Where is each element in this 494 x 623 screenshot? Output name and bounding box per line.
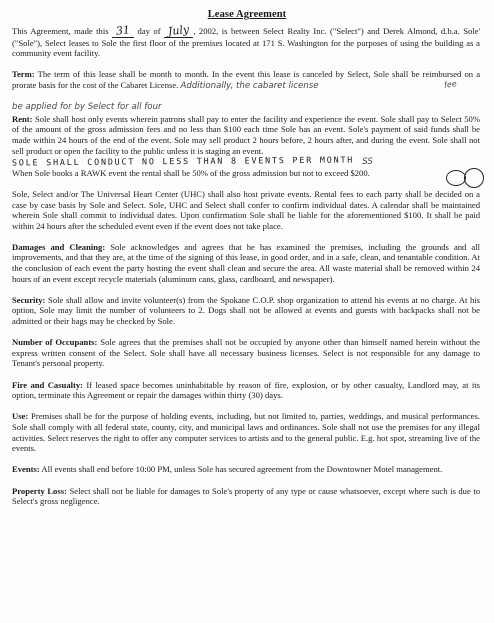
fire-text: If leased space becomes uninhabitable by reason of fire, explosion, or by other casualty, Landlord may, at its option, terminate this Agreement or repair the damages within thirty (30) days. xyxy=(12,379,480,401)
private-events-text: Sole, Select and/or The Universal Heart Center (UHC) shall also host private events. Rental fees to each party shall be decided on a case by case basis by Sole and Select. Sole, UHC and Select shall confer to confirm individual dates. A calendar shall be maintained wherein Sole shall commit to individual dates. Upon confirmation Sole shall be liable for the aforementioned $100. It shall be paid within 24 hours after the scheduled event even if the event does not take place. xyxy=(12,188,480,231)
term-heading: Term: xyxy=(12,69,35,80)
term-paragraph xyxy=(12,69,480,91)
rent-handwritten-note: be applied for by Select for all four xyxy=(12,102,162,113)
rent-heading: Rent: xyxy=(12,113,33,124)
damages-paragraph xyxy=(12,242,480,284)
margin-handwritten-note: fee xyxy=(443,79,458,90)
intro-pre-day: This Agreement, made this xyxy=(12,26,109,36)
term-handwritten-note: Additionally, the cabaret license xyxy=(180,80,319,91)
intro-mid-day: day of xyxy=(137,26,161,36)
security-heading: Security: xyxy=(12,294,46,305)
intro-post-month: , 2002, is between Select Realty Inc. ("Select") and Derek Almond, d.b.a. Sole' ("Sole"), Select leases to Sole the first floor of the premises located at 171 S. Washington for the purposes of using the building as a community event facility. xyxy=(12,26,481,59)
fire-heading: Fire and Casualty: xyxy=(12,379,84,390)
occupants-text: Sole agrees that the premises shall not be occupied by anyone other than himself named herein without the express written consent of the Select. Sole shall have all necessary business licenses. Select is not responsible for any damage to Tenant's personal property. xyxy=(12,337,480,369)
damages-text: Sole acknowledges and agrees that he has examined the premises, including the grounds and all improvements, and that they are, at the time of the signing of this lease, in good order, and in a safe, clean, and tenantable condition. At the conclusion of each event the party hosting the event shall clean and secure the area. All waste material shall be removed within 24 hours of an event except recycle materials (aluminum cans, glass, cardboard, and newspaper). xyxy=(12,241,480,284)
property-loss-paragraph xyxy=(12,486,480,507)
events-heading: Events: xyxy=(12,464,40,475)
events-paragraph xyxy=(12,464,480,475)
intro-paragraph xyxy=(12,22,481,59)
fire-paragraph xyxy=(12,380,480,401)
rent-after-hand: When Sole books a RAWK event the rental shall be 50% of the gross admission but not to exceed $200. xyxy=(12,167,370,178)
occupants-heading: Number of Occupants: xyxy=(12,337,98,348)
handwritten-month: July xyxy=(164,26,193,38)
rent-paragraph xyxy=(12,102,480,178)
security-paragraph xyxy=(12,295,480,327)
rent-handwritten-initials: SS xyxy=(362,157,373,168)
events-text: All events shall end before 10:00 PM, unless Sole has secured agreement from the Downtowner Motel management. xyxy=(41,464,443,475)
rent-text: Sole shall host only events wherein patrons shall pay to enter the facility and experience the event. Sole shall pay to Select 50% of the amount of the gross admission fees and no less than $100 each time Sole has an event. Sole's payment of said funds shall be made within 24 hours of the end of the event. Sole may sell product 2 hours before, 2 hours after, and during the event. Sole shall not sell product or open the facility to the public unless it is staging an event. xyxy=(12,113,480,156)
term-text: The term of this lease shall be month to month. In the event this lease is canceled by Select, Sole shall be reimbursed on a prorate basis for the cost of the Cabaret License. xyxy=(12,69,481,90)
use-heading: Use: xyxy=(12,411,29,422)
security-text: Sole shall allow and invite volunteer(s) from the Spokane C.O.P. shop organization to attend his events at no charge. At his option, Sole may limit the number of volunteers to 2. Dogs shall not be allowed at events and guests with backpacks shall not be admitted or their bags may be checked by Sole. xyxy=(12,294,480,327)
use-text: Premises shall be for the purpose of holding events, including, but not limited to, parties, weddings, and musical performances. Sole shall comply with all federal state, county, city, and municipal laws and ordinances. Sole shall not use the premises for any illegal activities. Select reserves the right to offer any computer services to artists and to the general public. E.g. hot spot, streaming live of the events. xyxy=(12,411,480,454)
occupants-paragraph xyxy=(12,337,480,369)
rent-handwritten-line: SOLE SHALL CONDUCT NO LESS THAN 8 EVENTS PER MONTH xyxy=(11,154,355,168)
use-paragraph xyxy=(12,411,480,453)
document-title: Lease Agreement xyxy=(207,9,287,20)
property-loss-heading: Property Loss: xyxy=(12,485,67,496)
property-loss-text: Select shall not be liable for damages to Sole's property of any type or cause whatsoever, except where such is due to Select's gross negligence. xyxy=(12,485,481,507)
private-events-paragraph xyxy=(12,189,480,231)
document-body xyxy=(11,22,481,517)
handwritten-day: 31 xyxy=(112,26,134,38)
damages-heading: Damages and Cleaning: xyxy=(12,241,106,252)
